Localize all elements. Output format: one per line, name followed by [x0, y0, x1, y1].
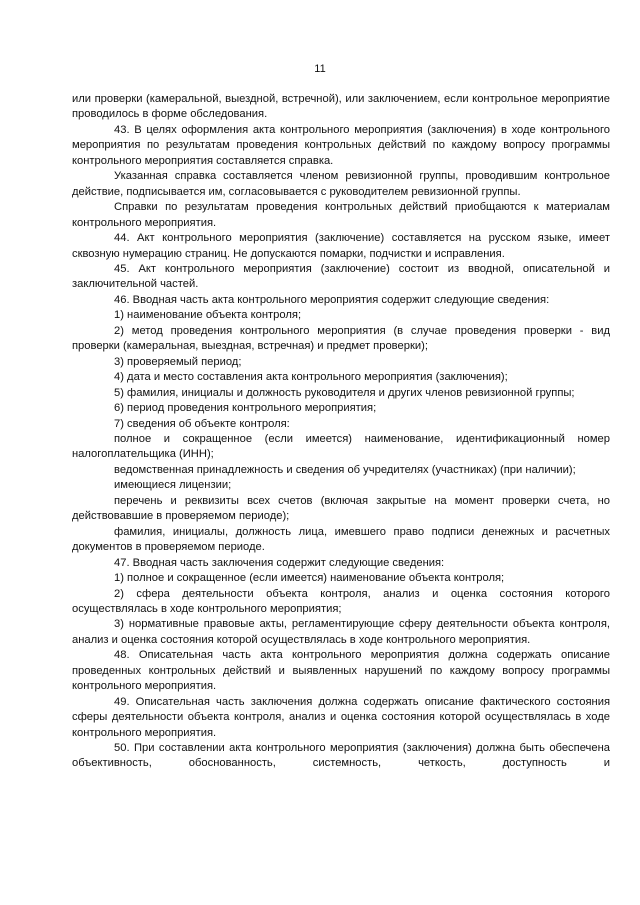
document-body — [72, 92, 610, 772]
paragraph-45: 45. Акт контрольного мероприятия (заключение) состоит из вводной, описательной и заключительной частей. — [72, 262, 610, 291]
list-item: 2) сфера деятельности объекта контроля, анализ и оценка состояния которого осуществлялась в ходе контрольного мероприятия; — [72, 587, 610, 615]
paragraph: Справки по результатам проведения контрольных действий приобщаются к материалам контрольного мероприятия. — [72, 201, 610, 229]
paragraph-49: 49. Описательная часть заключения должна содержать описание фактического состояния сферы деятельности объекта контроля, анализ и оценка состояния которой осуществлялась в ходе контрольного мероприятия. — [72, 695, 610, 739]
list-item: 1) наименование объекта контроля; — [114, 309, 302, 322]
sub-item: полное и сокращенное (если имеется) наименование, идентификационный номер налогоплательщика (ИНН); — [72, 432, 610, 461]
sub-item: ведомственная принадлежность и сведения об учредителях (участниках) (при наличии); — [114, 463, 576, 476]
sub-item: фамилия, инициалы, должность лица, имевшего право подписи денежных и расчетных документов в проверяемом периоде. — [72, 525, 610, 554]
paragraph-47: 47. Вводная часть заключения содержит следующие сведения: — [114, 556, 445, 569]
list-item: 6) период проведения контрольного мероприятия; — [114, 402, 377, 415]
paragraph-43: 43. В целях оформления акта контрольного мероприятия (заключения) в ходе контрольного мероприятия по результатам проведения контрольных действий по каждому вопросу программы контрольного мероприятия составляется справка. — [72, 123, 610, 167]
paragraph-44: 44. Акт контрольного мероприятия (заключение) составляется на русском языке, имеет сквозную нумерацию страниц. Не допускаются помарки, подчистки и исправления. — [72, 232, 610, 260]
paragraph-48: 48. Описательная часть акта контрольного мероприятия должна содержать описание проведенных контрольных действий и выявленных нарушений по каждому вопросу программы контрольного мероприятия. — [72, 649, 610, 693]
paragraph: или проверки (камеральной, выездной, встречной), или заключением, если контрольное мероприятие проводилось в форме обследования. — [72, 93, 610, 121]
list-item: 2) метод проведения контрольного мероприятия (в случае проведения проверки - вид проверки (камеральная, выездная, встречная) и предмет проверки); — [72, 324, 610, 353]
list-item: 3) проверяемый период; — [114, 355, 242, 368]
list-item: 7) сведения об объекте контроля: — [114, 417, 290, 430]
paragraph-46: 46. Вводная часть акта контрольного мероприятия содержит следующие сведения: — [114, 293, 550, 306]
sub-item: перечень и реквизиты всех счетов (включая закрытые на момент проверки счета, но действовавшие в проверяемом периоде); — [72, 494, 610, 523]
page-number: 11 — [314, 63, 326, 75]
list-item: 5) фамилия, инициалы и должность руководителя и других членов ревизионной группы; — [114, 386, 575, 399]
sub-item: имеющиеся лицензии; — [114, 479, 232, 492]
paragraph-50: 50. При составлении акта контрольного мероприятия (заключения) должна быть обеспечена объективность, обоснованность, системность, четкость, доступность и — [72, 742, 610, 770]
list-item: 1) полное и сокращенное (если имеется) наименование объекта контроля; — [114, 572, 505, 585]
paragraph: Указанная справка составляется членом ревизионной группы, проводившим контрольное действие, подписывается им, согласовывается с руководителем ревизионной группы. — [72, 170, 610, 198]
list-item: 4) дата и место составления акта контрольного мероприятия (заключения); — [114, 371, 508, 384]
list-item: 3) нормативные правовые акты, регламентирующие сферу деятельности объекта контроля, анализ и оценка состояния которой осуществлялась в ходе контрольного мероприятия. — [72, 618, 610, 646]
